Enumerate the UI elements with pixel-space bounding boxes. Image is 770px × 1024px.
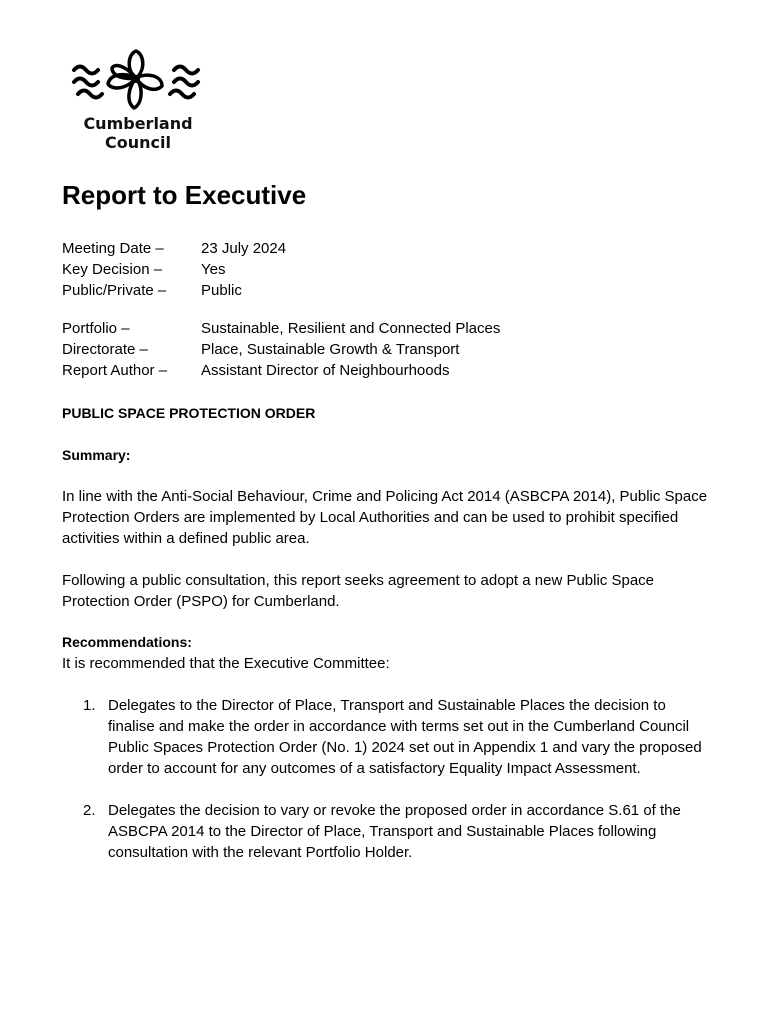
recommendations-intro: It is recommended that the Executive Committee: <box>62 655 390 672</box>
report-subject: PUBLIC SPACE PROTECTION ORDER <box>62 405 316 421</box>
meta-label: Report Author – <box>62 362 168 379</box>
meta-row-public-private <box>62 280 286 301</box>
meta-label: Meeting Date – <box>62 240 164 257</box>
flower-waves-logo-icon <box>68 48 208 114</box>
recommendations-heading: Recommendations: <box>62 634 192 650</box>
meta-row-directorate <box>62 339 500 360</box>
meta-value: Public <box>201 282 242 299</box>
list-item <box>62 800 722 863</box>
report-ownership <box>62 318 500 381</box>
council-name-line2: Council <box>105 133 171 152</box>
council-logo <box>68 48 208 152</box>
council-name <box>78 114 198 152</box>
meta-value: Assistant Director of Neighbourhoods <box>201 362 450 379</box>
meta-label: Portfolio – <box>62 320 130 337</box>
meta-label: Public/Private – <box>62 282 167 299</box>
list-item <box>62 695 722 779</box>
meta-value: Yes <box>201 261 226 278</box>
list-item-number: 1. <box>83 697 96 714</box>
meta-value: Sustainable, Resilient and Connected Places <box>201 320 501 337</box>
summary-paragraph-2: Following a public consultation, this report seeks agreement to adopt a new Public Space Protection Order (PSPO) for Cumberland. <box>62 572 655 610</box>
meta-row-meeting-date <box>62 238 286 259</box>
meta-value: Place, Sustainable Growth & Transport <box>201 341 460 358</box>
summary-heading: Summary: <box>62 447 131 463</box>
council-name-line1: Cumberland <box>83 114 193 133</box>
meta-row-key-decision <box>62 259 286 280</box>
list-item-text: Delegates the decision to vary or revoke the proposed order in accordance S.61 of the ASBCPA 2014 to the Director of Place, Transport and Sustainable Places following consultation with the relevant Portfolio Holder. <box>108 802 681 861</box>
summary-paragraph-1: In line with the Anti-Social Behaviour, Crime and Policing Act 2014 (ASBCPA 2014), Public Space Protection Orders are implemented by Local Authorities and can be used to prohibit specified activities within a defined public area. <box>62 488 708 547</box>
page-title: Report to Executive <box>62 180 307 210</box>
meta-label: Key Decision – <box>62 261 163 278</box>
recommendations-list <box>62 695 722 863</box>
list-item-number: 2. <box>83 802 96 819</box>
meta-row-report-author <box>62 360 500 381</box>
list-item-text: Delegates to the Director of Place, Transport and Sustainable Places the decision to finalise and make the order in accordance with terms set out in the Cumberland Council Public Spaces Protection Order (No. 1) 2024 set out in Appendix 1 and vary the proposed order to account for any outcomes of a satisfactory Equality Impact Assessment. <box>108 697 702 777</box>
meta-row-portfolio <box>62 318 500 339</box>
meeting-details <box>62 238 286 301</box>
meta-label: Directorate – <box>62 341 148 358</box>
meta-value: 23 July 2024 <box>201 240 287 257</box>
